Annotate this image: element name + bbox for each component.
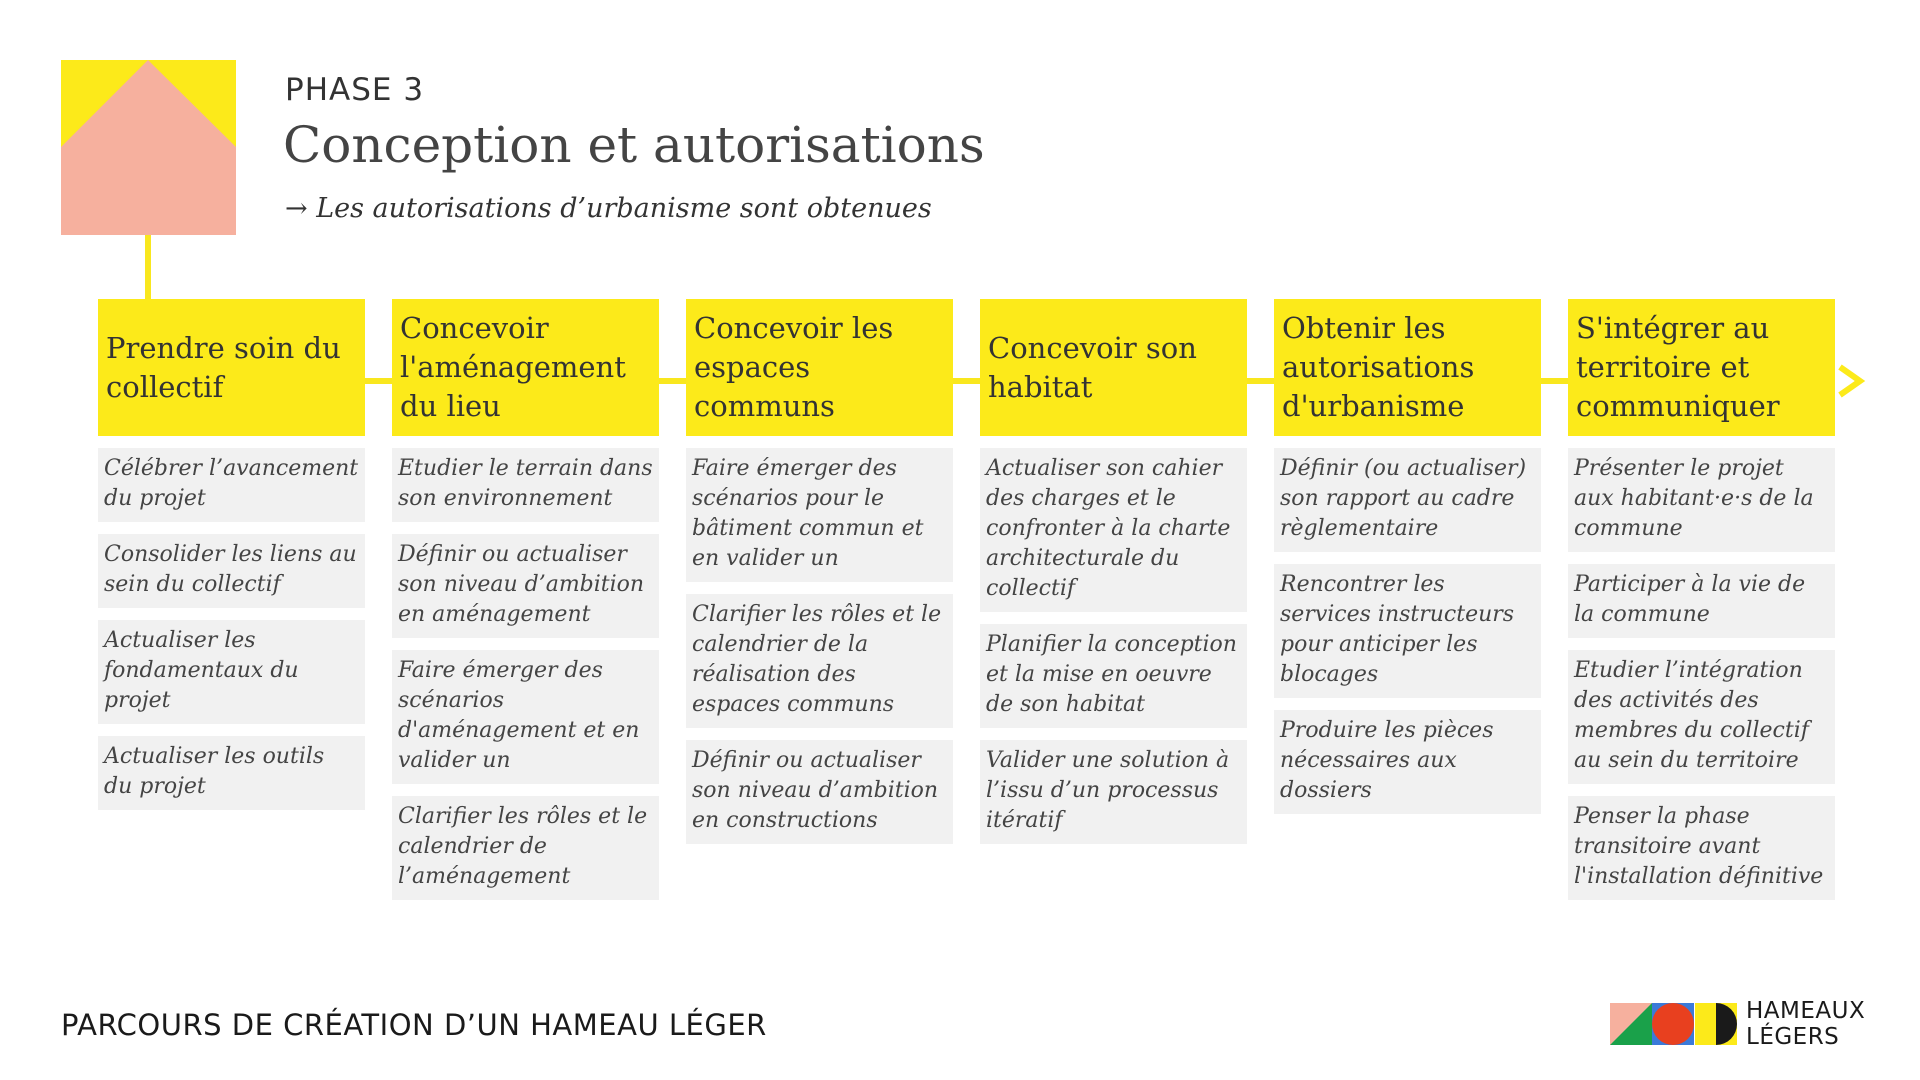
task-card: Actualiser les outils du projet bbox=[98, 736, 365, 810]
phase-title: Conception et autorisations bbox=[283, 116, 985, 174]
task-card: Faire émerger des scénarios d'aménagement et en valider un bbox=[392, 650, 659, 784]
task-card: Rencontrer les services instructeurs pour anticiper les blocages bbox=[1274, 564, 1541, 698]
house-icon bbox=[61, 60, 236, 235]
task-card: Clarifier les rôles et le calendrier de l’aménagement bbox=[392, 796, 659, 900]
task-card: Définir (ou actualiser) son rapport au cadre règlementaire bbox=[1274, 448, 1541, 552]
footer-title: PARCOURS DE CRÉATION D’UN HAMEAU LÉGER bbox=[61, 1008, 767, 1042]
task-card: Etudier l’intégration des activités des membres du collectif au sein du territoire bbox=[1568, 650, 1835, 784]
phase-connector-line bbox=[145, 235, 151, 301]
brand-logo-icon bbox=[1610, 1003, 1737, 1045]
step-column bbox=[1274, 299, 1541, 814]
task-card: Participer à la vie de la commune bbox=[1568, 564, 1835, 638]
step-column bbox=[1568, 299, 1835, 900]
task-card: Clarifier les rôles et le calendrier de la réalisation des espaces communs bbox=[686, 594, 953, 728]
task-card: Actualiser les fondamentaux du projet bbox=[98, 620, 365, 724]
task-card: Penser la phase transitoire avant l'installation définitive bbox=[1568, 796, 1835, 900]
step-column bbox=[980, 299, 1247, 844]
task-card: Consolider les liens au sein du collectif bbox=[98, 534, 365, 608]
task-card: Célébrer l’avancement du projet bbox=[98, 448, 365, 522]
phase-label: PHASE 3 bbox=[285, 72, 425, 108]
task-card: Faire émerger des scénarios pour le bâtiment commun et en valider un bbox=[686, 448, 953, 582]
step-column bbox=[686, 299, 953, 844]
step-header: Concevoir son habitat bbox=[980, 299, 1247, 436]
step-header: Concevoir l'aménagement du lieu bbox=[392, 299, 659, 436]
task-card: Présenter le projet aux habitant·e·s de la commune bbox=[1568, 448, 1835, 552]
task-card: Valider une solution à l’issu d’un processus itératif bbox=[980, 740, 1247, 844]
task-card: Actualiser son cahier des charges et le confronter à la charte architecturale du collectif bbox=[980, 448, 1247, 612]
arrow-right-icon bbox=[1830, 361, 1870, 401]
step-header: Concevoir les espaces communs bbox=[686, 299, 953, 436]
step-header: Prendre soin du collectif bbox=[98, 299, 365, 436]
brand-name bbox=[1746, 998, 1865, 1050]
task-card: Etudier le terrain dans son environnement bbox=[392, 448, 659, 522]
brand-name-line2: LÉGERS bbox=[1746, 1024, 1840, 1050]
task-card: Définir ou actualiser son niveau d’ambition en aménagement bbox=[392, 534, 659, 638]
task-card: Planifier la conception et la mise en oeuvre de son habitat bbox=[980, 624, 1247, 728]
step-column bbox=[98, 299, 365, 810]
step-column bbox=[392, 299, 659, 900]
task-card: Définir ou actualiser son niveau d’ambition en constructions bbox=[686, 740, 953, 844]
brand-name-line1: HAMEAUX bbox=[1746, 998, 1866, 1024]
step-header: S'intégrer au territoire et communiquer bbox=[1568, 299, 1835, 436]
task-card: Produire les pièces nécessaires aux dossiers bbox=[1274, 710, 1541, 814]
step-header: Obtenir les autorisations d'urbanisme bbox=[1274, 299, 1541, 436]
phase-subtitle: → Les autorisations d’urbanisme sont obtenues bbox=[285, 193, 932, 224]
